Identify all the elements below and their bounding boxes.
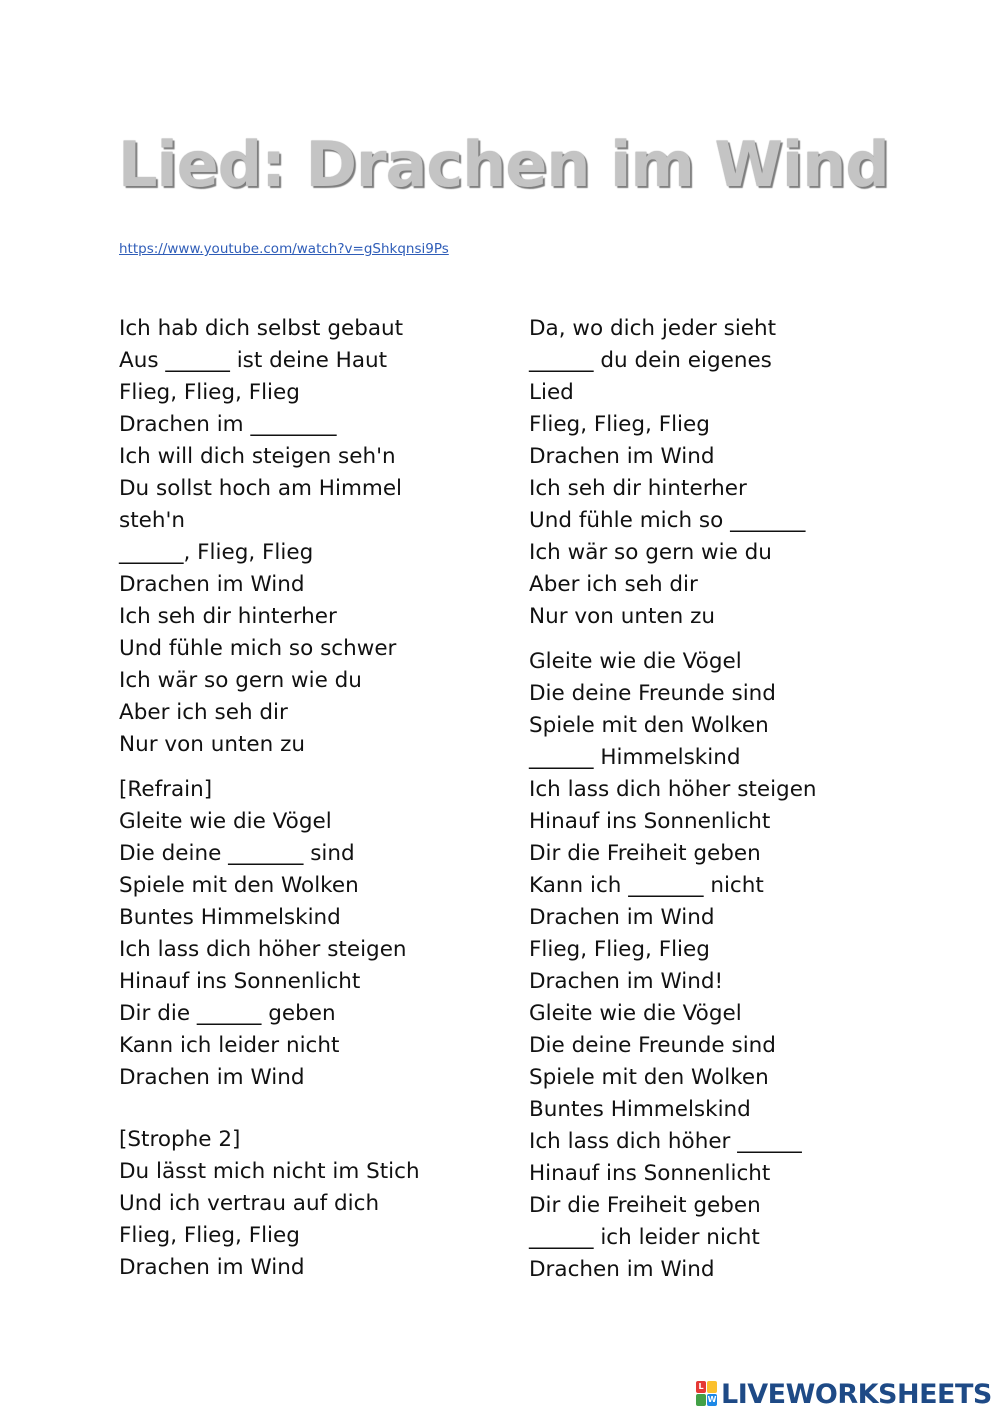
lyric-line: Dir die ______ geben [119, 1001, 336, 1026]
logo-tile-1: L [696, 1381, 706, 1393]
lyric-line: Flieg, Flieg, Flieg [119, 380, 300, 405]
lyric-line: Kann ich leider nicht [119, 1033, 340, 1058]
lyric-line: Und ich vertrau auf dich [119, 1191, 380, 1216]
lyric-line: Spiele mit den Wolken [529, 1065, 769, 1090]
lyric-line: Dir die Freiheit geben [529, 841, 761, 866]
lyric-line: Du sollst hoch am Himmel [119, 476, 403, 501]
lyric-line: ______ ich leider nicht [529, 1225, 760, 1250]
lyric-line: Ich lass dich höher ______ [529, 1129, 802, 1154]
lyric-line: Spiele mit den Wolken [529, 713, 769, 738]
lyric-line: Nur von unten zu [529, 604, 716, 629]
lyric-line: Aus ______ ist deine Haut [119, 348, 388, 373]
lyric-line: Da, wo dich jeder sieht [529, 316, 777, 341]
lyric-line: Aber ich seh dir [529, 572, 698, 597]
liveworksheets-logo-icon [696, 1381, 718, 1407]
lyric-line: Spiele mit den Wolken [119, 873, 359, 898]
lyric-line: Drachen im Wind [529, 905, 715, 930]
lyric-line: Drachen im Wind! [529, 969, 724, 994]
lyric-line: Und fühle mich so _______ [529, 508, 806, 533]
logo-tile-4: W [707, 1395, 717, 1404]
lyric-line: Drachen im ________ [119, 412, 337, 437]
lyric-line: [Strophe 2] [119, 1127, 241, 1152]
lyric-line: Flieg, Flieg, Flieg [119, 1223, 300, 1248]
stanza [529, 646, 817, 1286]
lyric-line: Hinauf ins Sonnenlicht [119, 969, 361, 994]
page-title: Lied: Drachen im Wind [118, 128, 889, 201]
lyric-line: Buntes Himmelskind [529, 1097, 751, 1122]
lyric-line: Buntes Himmelskind [119, 905, 341, 930]
lyric-line: ______ Himmelskind [529, 745, 741, 770]
lyric-line: Gleite wie die Vögel [529, 649, 742, 674]
logo-tile-3 [696, 1394, 706, 1406]
lyric-line: Ich wär so gern wie du [119, 668, 362, 693]
lyric-line: Und fühle mich so schwer [119, 636, 397, 661]
lyric-line: ______, Flieg, Flieg [119, 540, 314, 565]
stanza [119, 313, 420, 761]
lyric-line: Die deine _______ sind [119, 841, 355, 866]
lyric-line: Drachen im Wind [529, 1257, 715, 1282]
lyric-line: ______ du dein eigenes [529, 348, 772, 373]
lyric-line: Lied [529, 380, 574, 405]
lyric-line: Ich seh dir hinterher [529, 476, 747, 501]
stanza [529, 313, 817, 633]
stanza [119, 1124, 420, 1284]
lyric-line: Nur von unten zu [119, 732, 306, 757]
liveworksheets-watermark [696, 1378, 992, 1410]
lyric-line: steh'n [119, 508, 186, 533]
lyric-line: Hinauf ins Sonnenlicht [529, 1161, 771, 1186]
lyric-line: Die deine Freunde sind [529, 1033, 776, 1058]
lyric-line: Gleite wie die Vögel [119, 809, 332, 834]
lyric-line: Ich lass dich höher steigen [119, 937, 407, 962]
lyric-line: Drachen im Wind [529, 444, 715, 469]
lyric-line: Drachen im Wind [119, 572, 305, 597]
lyrics-column-right [529, 313, 817, 1286]
lyric-line: Dir die Freiheit geben [529, 1193, 761, 1218]
lyric-line: Kann ich _______ nicht [529, 873, 764, 898]
lyric-line: Flieg, Flieg, Flieg [529, 937, 710, 962]
lyric-line: [Refrain] [119, 777, 213, 802]
lyric-line: Ich seh dir hinterher [119, 604, 337, 629]
lyric-line: Ich hab dich selbst gebaut [119, 316, 404, 341]
lyric-line: Ich wär so gern wie du [529, 540, 772, 565]
lyric-line: Ich lass dich höher steigen [529, 777, 817, 802]
youtube-link[interactable]: https://www.youtube.com/watch?v=gShkqnsi9Ps [119, 241, 449, 257]
lyric-line: Aber ich seh dir [119, 700, 288, 725]
lyrics-column-left [119, 313, 420, 1284]
lyric-line: Gleite wie die Vögel [529, 1001, 742, 1026]
watermark-text: LIVEWORKSHEETS [721, 1378, 992, 1410]
lyric-line: Die deine Freunde sind [529, 681, 776, 706]
logo-tile-2 [707, 1381, 717, 1393]
lyric-line: Flieg, Flieg, Flieg [529, 412, 710, 437]
lyric-line: Ich will dich steigen seh'n [119, 444, 396, 469]
lyric-line: Hinauf ins Sonnenlicht [529, 809, 771, 834]
lyric-line: Du lässt mich nicht im Stich [119, 1159, 420, 1184]
lyric-line: Drachen im Wind [119, 1065, 305, 1090]
stanza [119, 774, 420, 1094]
lyric-line: Drachen im Wind [119, 1255, 305, 1280]
